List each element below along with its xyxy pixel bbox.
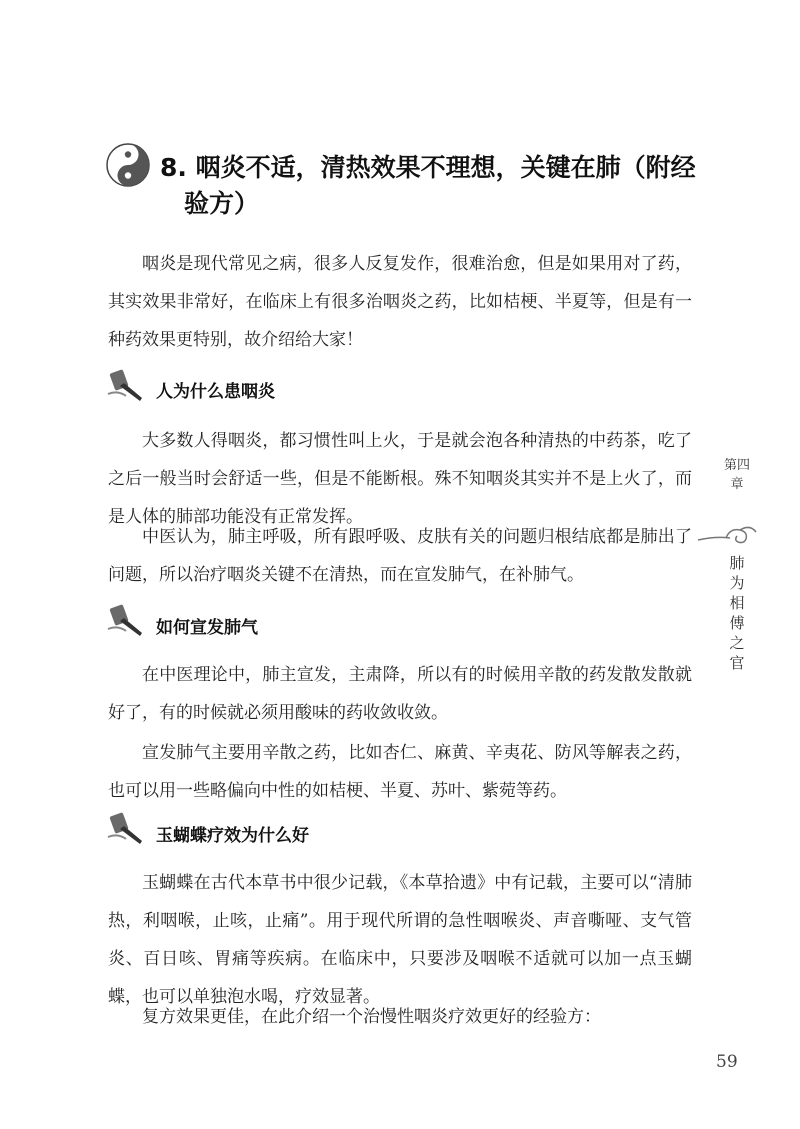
section-1-paragraph-2: 中医认为，肺主呼吸，所有跟呼吸、皮肤有关的问题归根结底都是肺出了问题，所以治疗咽炎关键不在清热，而在宣发肺气，在补肺气。 <box>108 527 692 585</box>
section-2-paragraph-2: 宣发肺气主要用辛散之药，比如杏仁、麻黄、辛夷花、防风等解表之药，也可以用一些略偏向中性的如桔梗、半夏、苏叶、紫菀等药。 <box>108 743 692 801</box>
cloud-ornament-icon <box>696 522 760 548</box>
page-title <box>160 150 720 222</box>
brush-icon <box>106 811 148 847</box>
intro-paragraph: 咽炎是现代常见之病，很多人反复发作，很难治愈，但是如果用对了药，其实效果非常好，在临床上有很多治咽炎之药，比如桔梗、半夏等，但是有一种药效果更特别，故介绍给大家！ <box>108 254 692 350</box>
chapter-label: 第四章 <box>724 458 751 492</box>
section-3-paragraph-2: 复方效果更佳，在此介绍一个治慢性咽炎疗效更好的经验方： <box>142 1007 601 1027</box>
page-number: 59 <box>716 1052 738 1072</box>
chapter-title: 肺为相傅之官 <box>729 554 745 672</box>
section-heading-3: 玉蝴蝶疗效为什么好 <box>156 826 309 846</box>
section-heading-1: 人为什么患咽炎 <box>156 382 275 402</box>
brush-icon <box>106 603 148 639</box>
section-heading-2: 如何宣发肺气 <box>156 618 258 638</box>
section-3-paragraph-1: 玉蝴蝶在古代本草书中很少记载，《本草拾遗》中有记载，主要可以“清肺热，利咽喉，止咳，止痛”。用于现代所谓的急性咽喉炎、声音嘶哑、支气管炎、百日咳、胃痛等疾病。在临床中，只要涉及咽喉不适就可以加一点玉蝴蝶，也可以单独泡水喝，疗效显著。 <box>108 873 692 1007</box>
yin-yang-icon <box>106 143 150 187</box>
title-line-2: 验方） <box>184 189 260 218</box>
brush-icon <box>106 368 148 404</box>
title-line-1: 8. 咽炎不适，清热效果不理想，关键在肺（附经 <box>160 153 696 182</box>
section-1-paragraph-1: 大多数人得咽炎，都习惯性叫上火，于是就会泡各种清热的中药茶，吃了之后一般当时会舒适一些，但是不能断根。殊不知咽炎其实并不是上火了，而是人体的肺部功能没有正常发挥。 <box>108 431 692 527</box>
section-2-paragraph-1: 在中医理论中，肺主宣发，主肃降，所以有的时候用辛散的药发散发散就好了，有的时候就必须用酸味的药收敛收敛。 <box>108 665 692 723</box>
